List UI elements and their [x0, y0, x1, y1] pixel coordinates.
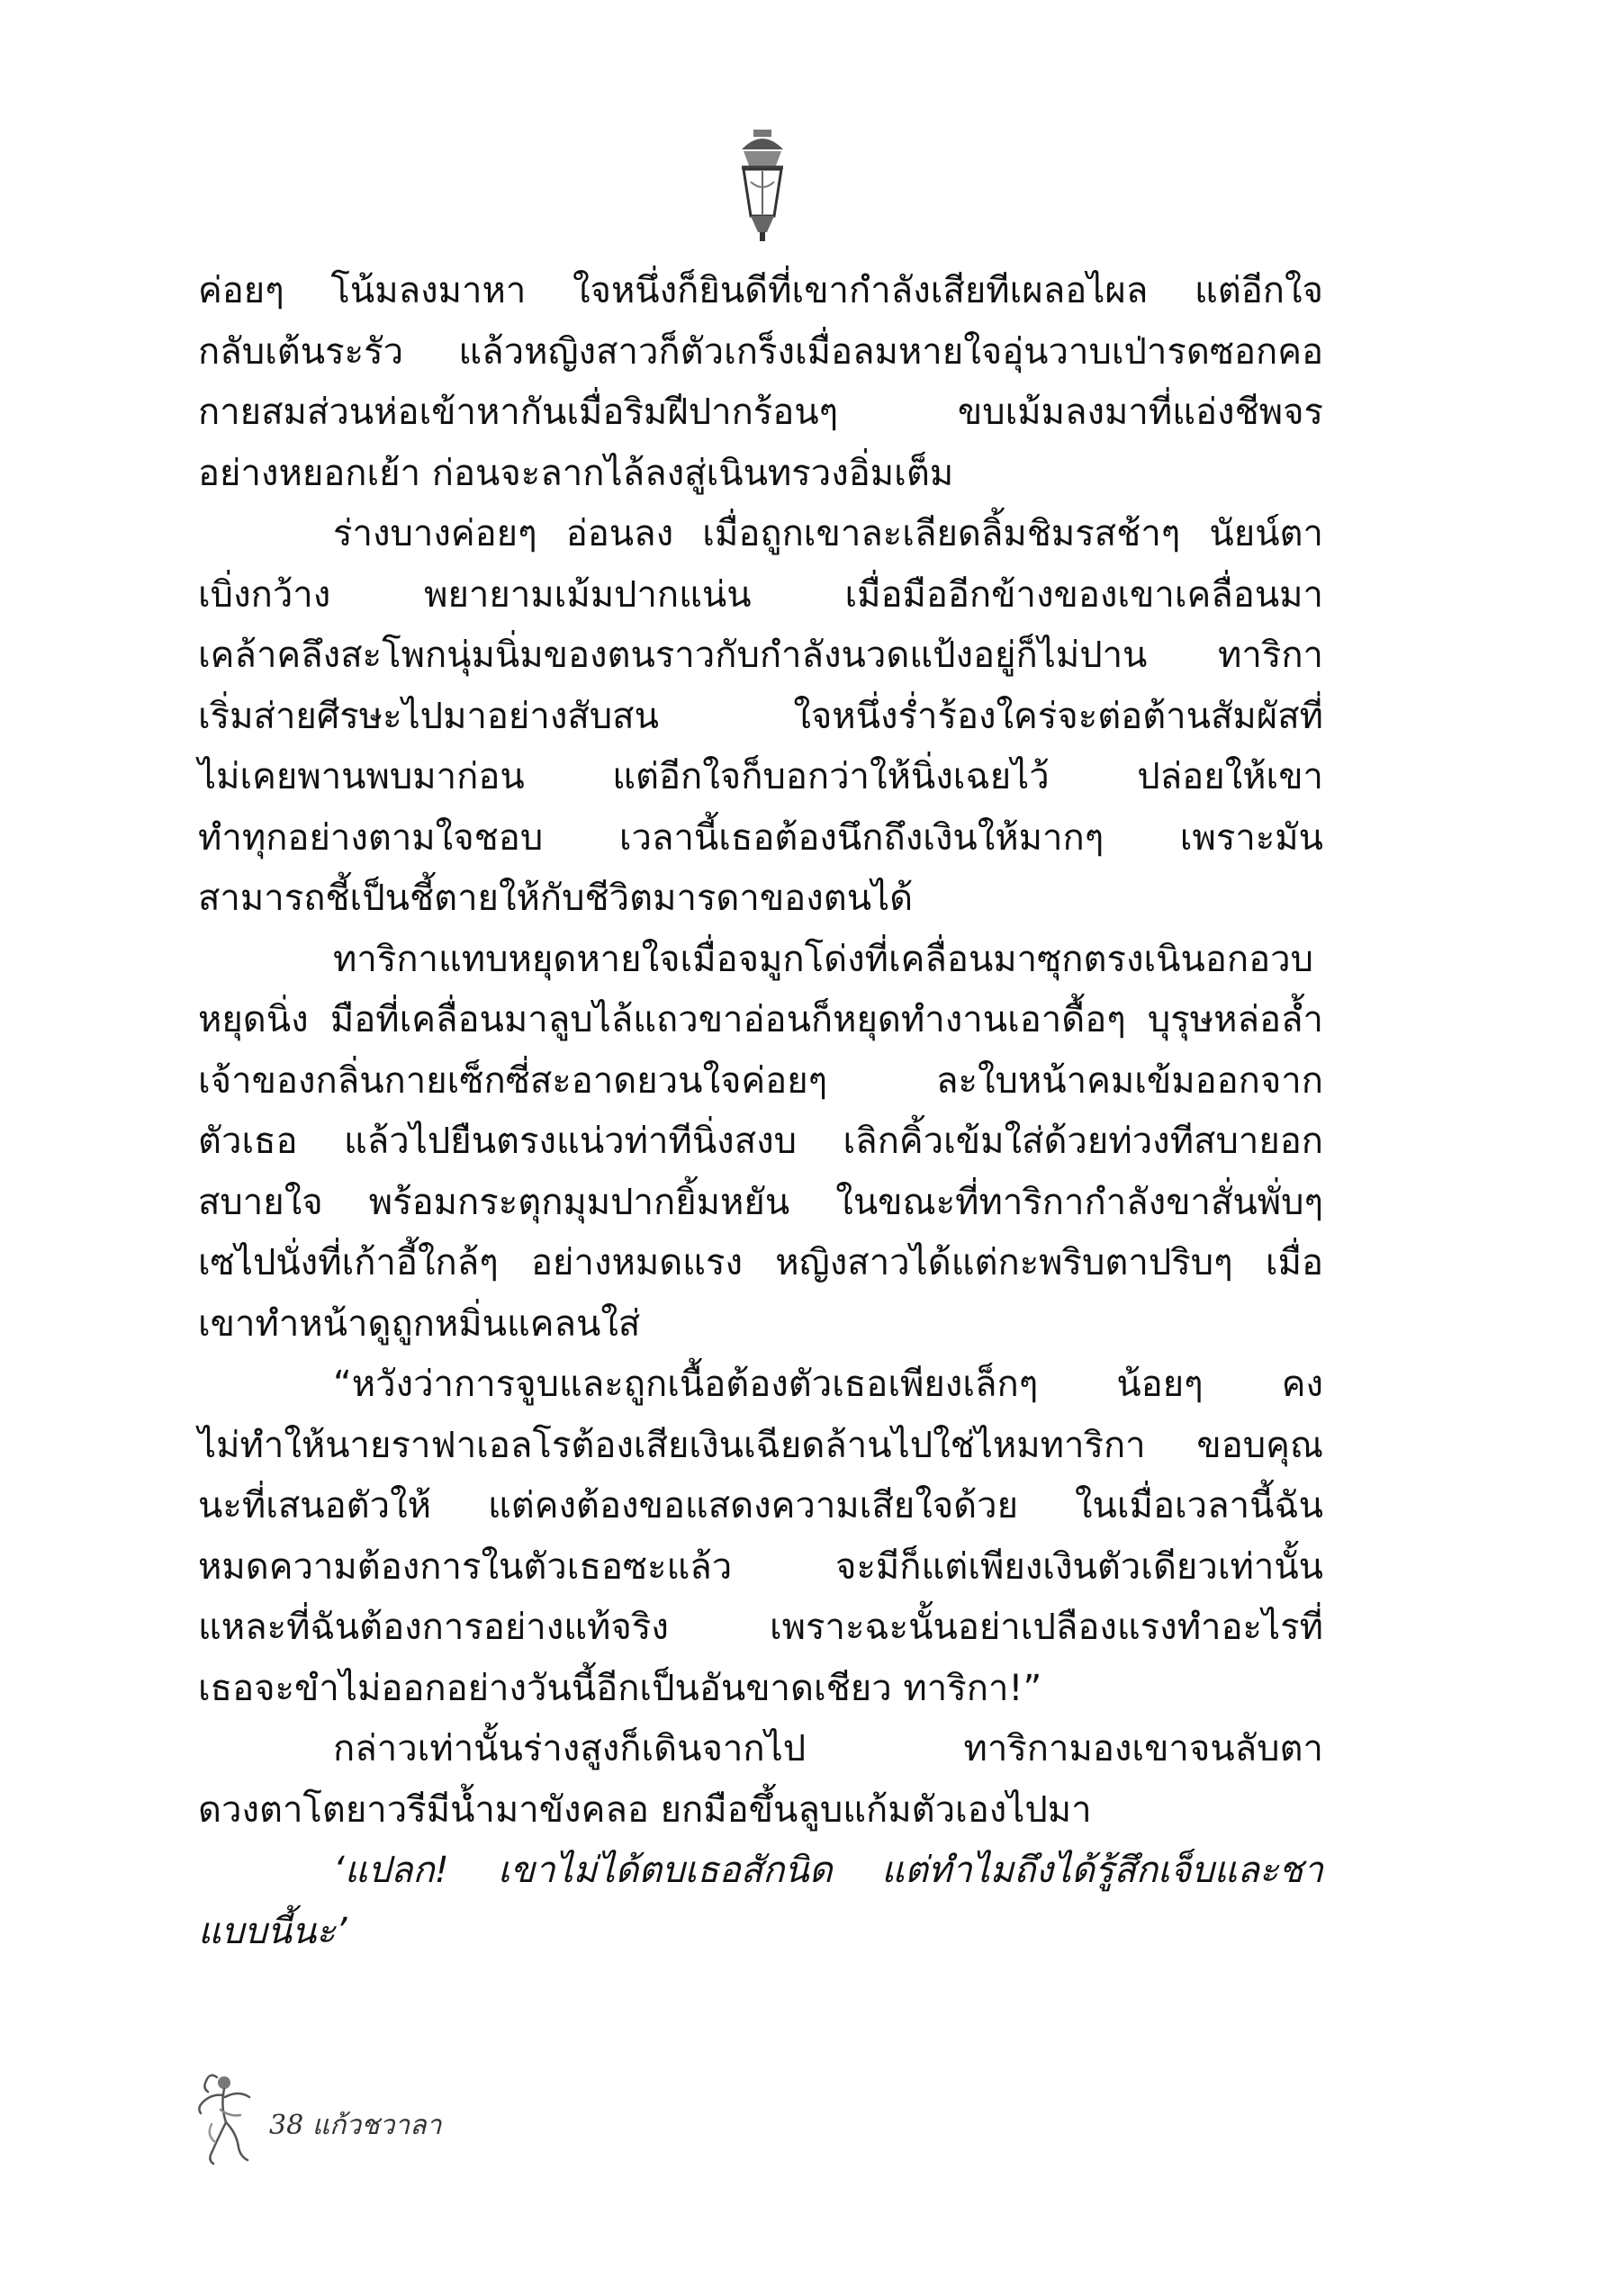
- text-line: เจ้าของกลิ่นกายเซ็กซี่สะอาดยวนใจค่อยๆ ละใบหน้าคมเข้มออกจาก: [198, 1059, 1323, 1102]
- text-line: แบบนี้นะ’: [198, 1910, 347, 1952]
- text-line: หมดความต้องการในตัวเธอซะแล้ว จะมีก็แต่เพียงเงินตัวเดียวเท่านั้น: [198, 1545, 1323, 1588]
- lantern-ornament-icon: [731, 126, 794, 243]
- text-line: เบิ่งกว้าง พยายามเม้มปากแน่น เมื่อมืออีกข้างของเขาเคลื่อนมา: [198, 573, 1323, 616]
- text-line: เธอจะขำไม่ออกอย่างวันนี้อีกเป็นอันขาดเชียว ทาริกา!”: [198, 1667, 1042, 1709]
- text-line: กล่าวเท่านั้นร่างสูงก็เดินจากไป ทาริกามองเขาจนลับตา: [333, 1728, 1323, 1769]
- page-footer: [194, 2070, 554, 2178]
- text-line: ‘แปลก! เขาไม่ได้ตบเธอสักนิด แต่ทำไมถึงได้รู้สึกเจ็บและชา: [333, 1850, 1323, 1891]
- page-label: [269, 2104, 441, 2147]
- text-line: นะที่เสนอตัวให้ แต่คงต้องขอแสดงความเสียใจด้วย ในเมื่อเวลานี้ฉัน: [198, 1485, 1323, 1526]
- text-line: ไม่ทำให้นายราฟาเอลโรต้องเสียเงินเฉียดล้านไปใช่ไหมทาริกา ขอบคุณ: [198, 1424, 1323, 1466]
- text-line: เขาทำหน้าดูถูกหมิ่นแคลนใส่: [198, 1302, 641, 1345]
- paragraph: [198, 1719, 1323, 1841]
- text-line: แหละที่ฉันต้องการอย่างแท้จริง เพราะฉะนั้นอย่าเปลืองแรงทำอะไรที่: [198, 1607, 1323, 1648]
- paragraph: [198, 261, 1323, 504]
- text-line: ค่อยๆ โน้มลงมาหา ใจหนึ่งก็ยินดีที่เขากำลังเสียทีเผลอไผล แต่อีกใจ: [198, 270, 1323, 311]
- text-line: ทาริกาแทบหยุดหายใจเมื่อจมูกโด่งที่เคลื่อนมาซุกตรงเนินอกอวบ: [333, 938, 1313, 980]
- text-line: ร่างบางค่อยๆ อ่อนลง เมื่อถูกเขาละเลียดลิ้มชิมรสช้าๆ นัยน์ตา: [333, 513, 1323, 554]
- text-line: กายสมส่วนห่อเข้าหากันเมื่อริมฝีปากร้อนๆ ขบเม้มลงมาที่แอ่งชีพจร: [198, 392, 1323, 433]
- text-line: อย่างหยอกเย้า ก่อนจะลากไล้ลงสู่เนินทรวงอิ่มเต็ม: [198, 452, 954, 494]
- text-line: สามารถชี้เป็นชี้ตายให้กับชีวิตมารดาของตนได้: [198, 878, 914, 919]
- book-title: แก้วชวาลา: [311, 2110, 442, 2141]
- text-line: เคล้าคลึงสะโพกนุ่มนิ่มของตนราวกับกำลังนวดแป้งอยู่ก็ไม่ปาน ทาริกา: [198, 635, 1323, 676]
- paragraph: [198, 1841, 1323, 1962]
- text-line: กลับเต้นระรัว แล้วหญิงสาวก็ตัวเกร็งเมื่อลมหายใจอุ่นวาบเป่ารดซอกคอ: [198, 330, 1323, 373]
- text-line: “หวังว่าการจูบและถูกเนื้อต้องตัวเธอเพียงเล็กๆ น้อยๆ คง: [333, 1364, 1323, 1405]
- story-text: [198, 261, 1323, 1962]
- paragraph: [198, 930, 1323, 1355]
- text-line: ไม่เคยพานพบมาก่อน แต่อีกใจก็บอกว่าให้นิ่งเฉยไว้ ปล่อยให้เขา: [198, 756, 1323, 797]
- dancer-figure-icon: [194, 2070, 266, 2169]
- text-line: ทำทุกอย่างตามใจชอบ เวลานี้เธอต้องนึกถึงเงินให้มากๆ เพราะมัน: [198, 816, 1323, 859]
- text-line: หยุดนิ่ง มือที่เคลื่อนมาลูบไล้แถวขาอ่อนก็หยุดทำงานเอาดื้อๆ บุรุษหล่อล้ำ: [198, 999, 1323, 1040]
- paragraph: [198, 504, 1323, 930]
- text-line: ตัวเธอ แล้วไปยืนตรงแน่วท่าทีนิ่งสงบ เลิกคิ้วเข้มใส่ด้วยท่วงทีสบายอก: [198, 1121, 1323, 1162]
- text-line: สบายใจ พร้อมกระตุกมุมปากยิ้มหยัน ในขณะที่ทาริกากำลังขาสั่นพั่บๆ: [198, 1181, 1323, 1223]
- paragraph: [198, 1355, 1323, 1719]
- page-number: 38: [269, 2110, 304, 2141]
- text-line: เริ่มส่ายศีรษะไปมาอย่างสับสน ใจหนึ่งร่ำร้องใคร่จะต่อต้านสัมผัสที่: [198, 695, 1323, 737]
- text-line: เซไปนั่งที่เก้าอี้ใกล้ๆ อย่างหมดแรง หญิงสาวได้แต่กะพริบตาปริบๆ เมื่อ: [198, 1242, 1323, 1283]
- text-line: ดวงตาโตยาวรีมีน้ำมาขังคลอ ยกมือขึ้นลูบแก้มตัวเองไปมา: [198, 1788, 1092, 1831]
